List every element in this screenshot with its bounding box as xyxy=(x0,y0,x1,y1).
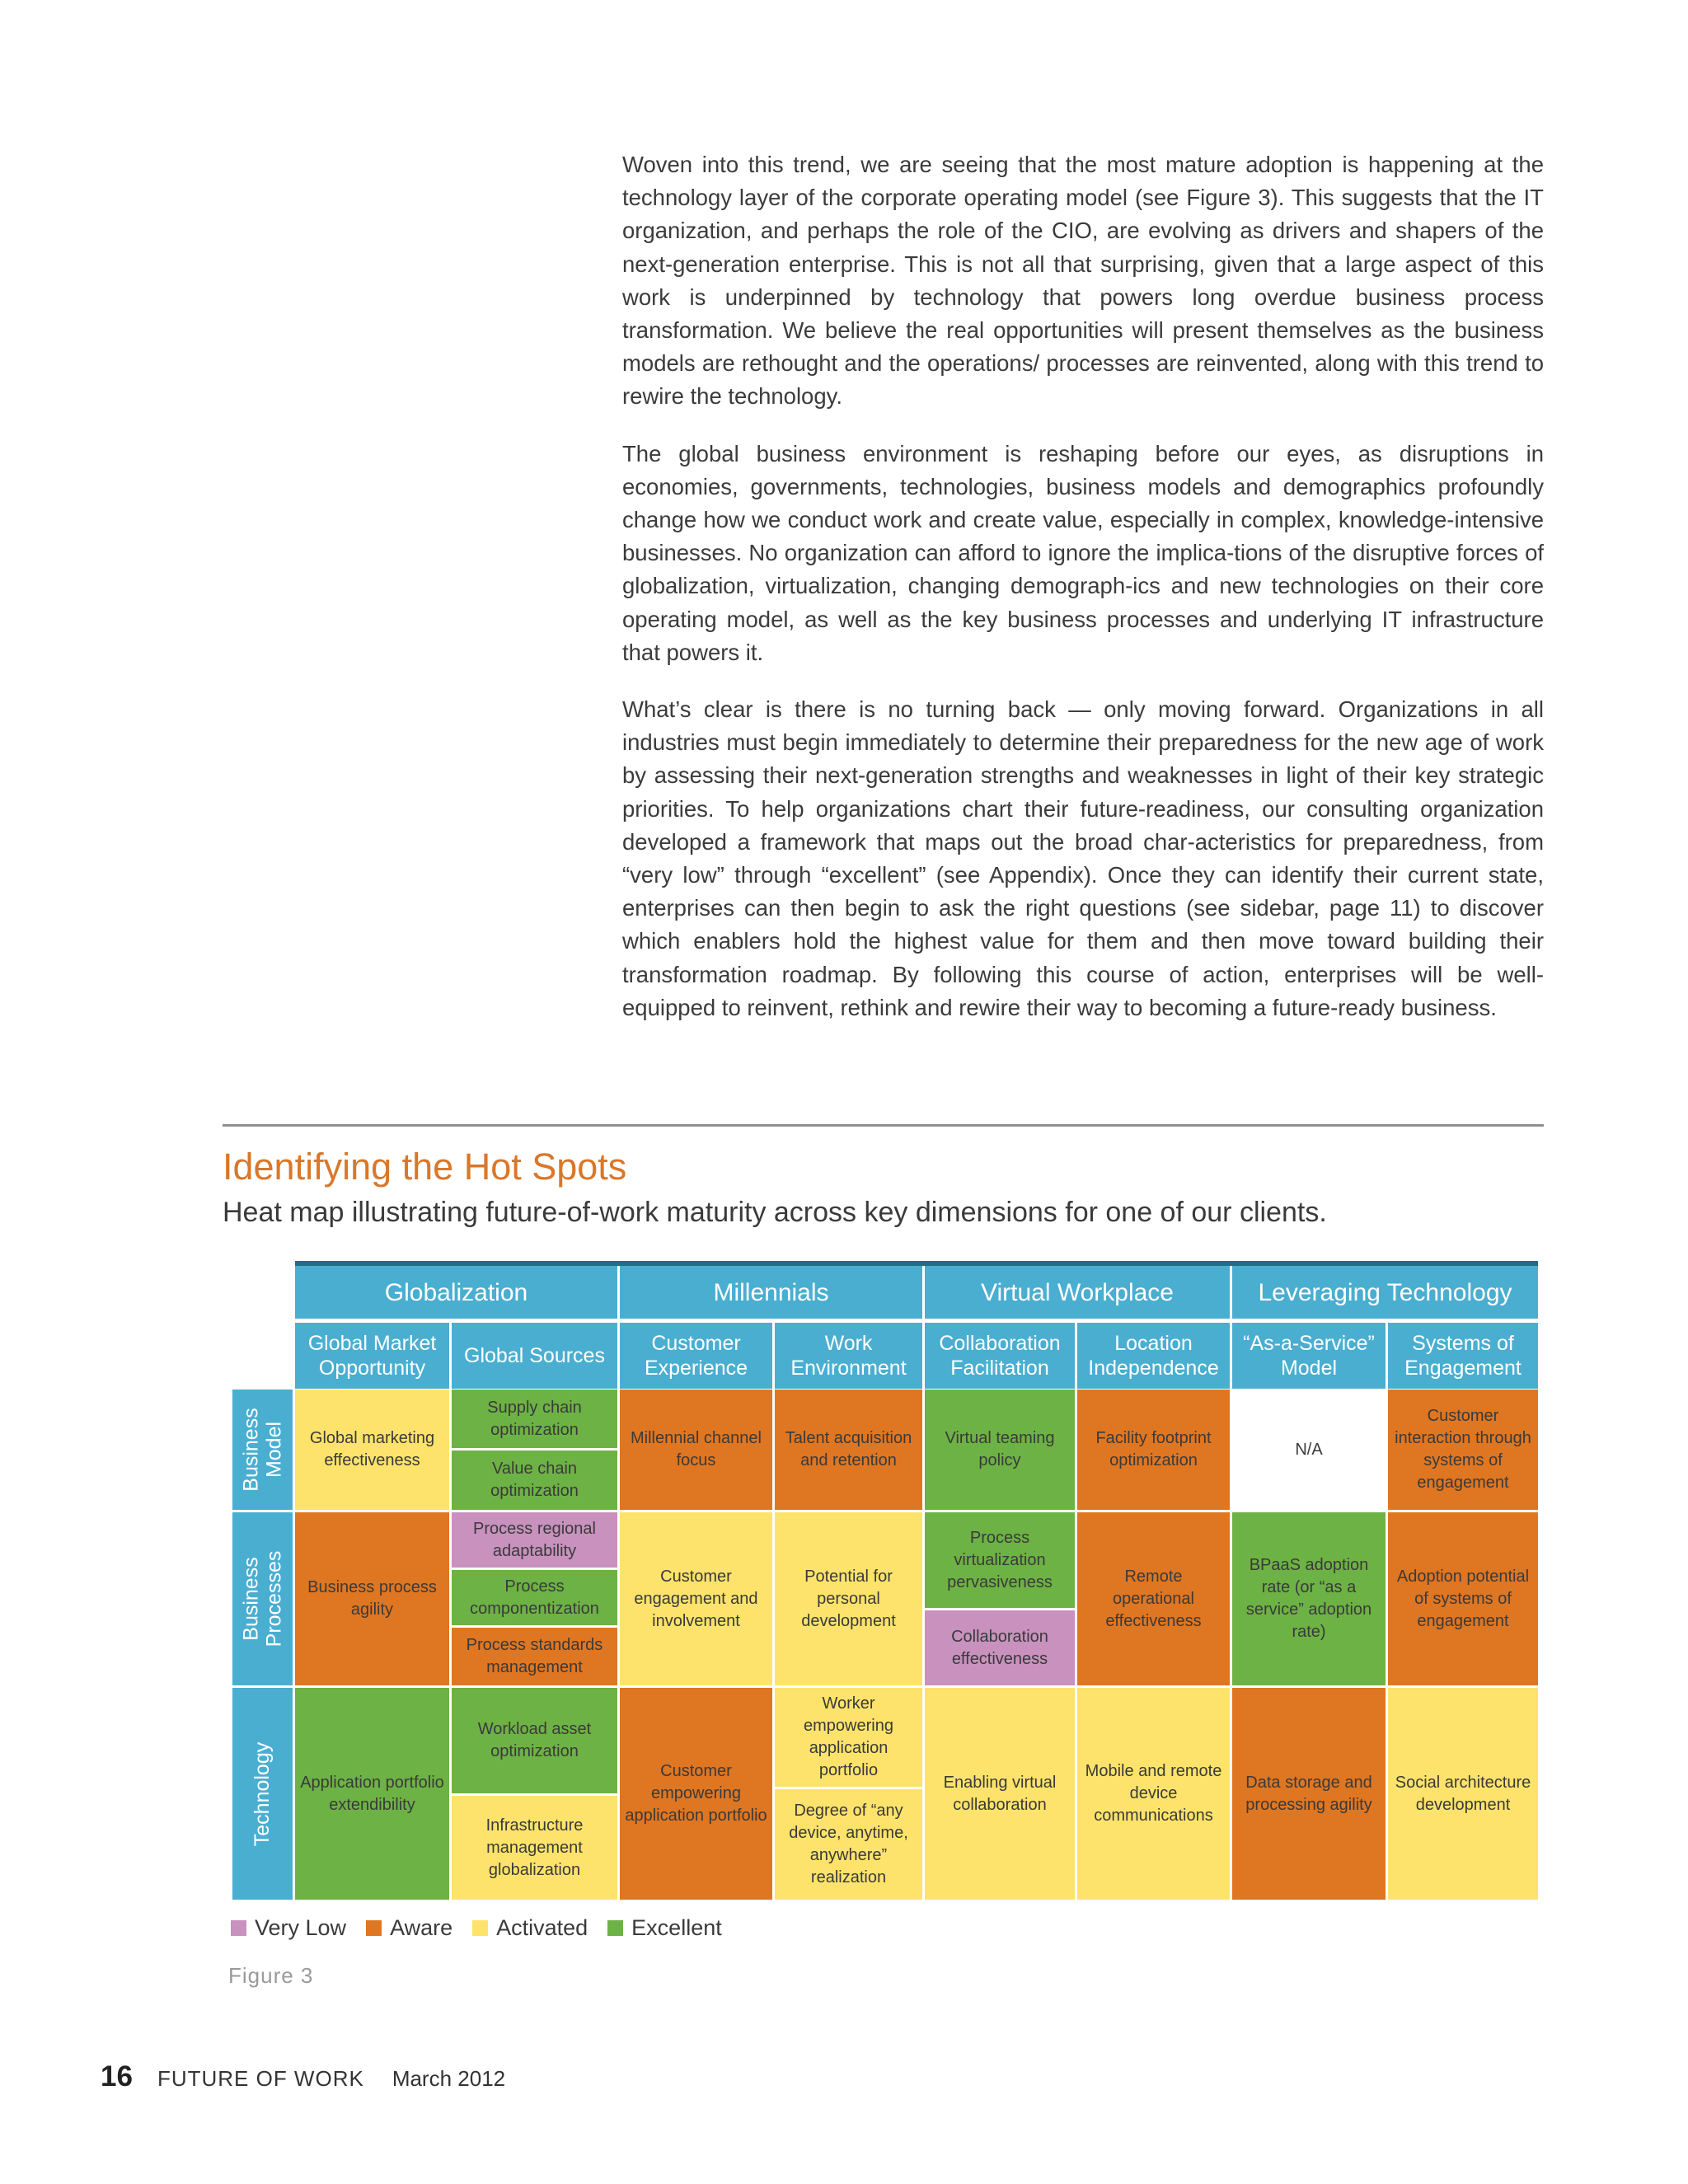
heat-cell: Infrastructure management globalization xyxy=(452,1796,617,1900)
section-divider xyxy=(223,1124,1544,1127)
heat-cell: Customer interaction through systems of engagement xyxy=(1388,1390,1538,1510)
paragraph: The global business environment is reshaping before our eyes, as disruptions in economies, governments, technologies, business models and demographics profoundly change how we conduct work and create value, especially in complex, knowledge-intensive businesses. No organization can afford to ignore the implica-tions of the disruptive forces of globalization, virtualization, changing demograph-ics and new technologies on their core operating model, as well as the key business processes and underlying IT infrastructure that powers it. xyxy=(622,440,1544,665)
subheader-global-market-opportunity: Global Market Opportunity xyxy=(295,1323,449,1389)
heat-cell: Mobile and remote device communications xyxy=(1077,1688,1230,1900)
heat-cell: Talent acquisition and retention xyxy=(775,1390,922,1510)
legend-label: Aware xyxy=(390,1915,453,1940)
heat-cell: Collaboration effectiveness xyxy=(925,1610,1075,1685)
category-header-leveraging-technology: Leveraging Technology xyxy=(1232,1266,1538,1319)
heat-cell: Workload asset optimization xyxy=(452,1688,617,1793)
publication-name: FUTURE OF WORK xyxy=(157,2066,364,2091)
heat-cell: Data storage and processing agility xyxy=(1232,1688,1386,1900)
subheader-as-a-service-model: “As-a-Service” Model xyxy=(1232,1323,1386,1389)
row-header-business-processes: Business Processes xyxy=(232,1512,293,1685)
paragraph: What’s clear is there is no turning back — only moving forward. Organizations in all industries must begin immediately to determine their preparedness for the new age of work by assessing their next-generation strengths and weaknesses in light of their key strategic priorities. To help organizations chart their future-readiness, our consulting organization developed a framework that maps out the broad char-acteristics for preparedness, from “very low” through “excellent” (see Appendix). Once they can identify their current state, enterprises can then begin to ask the right questions (see sidebar, page 11) to discover which enablers hold the highest value for them and then move toward building their transformation roadmap. By following this course of action, enterprises will be well-equipped to reinvent, rethink and rewire their way to becoming a future-ready business. xyxy=(622,696,1544,1020)
heat-cell: Facility footprint optimization xyxy=(1077,1390,1230,1510)
subheader-collaboration-facilitation: Collaboration Facilitation xyxy=(925,1323,1075,1389)
heat-cell: Business process agility xyxy=(295,1512,449,1685)
heat-cell: Worker empowering application portfolio xyxy=(775,1688,922,1787)
heat-cell: Degree of “any device, anytime, anywhere” realization xyxy=(775,1789,922,1900)
figure-subtitle: Heat map illustrating future-of-work maturity across key dimensions for one of our clients. xyxy=(223,1197,1327,1228)
heat-cell: Customer empowering application portfolio xyxy=(620,1688,772,1900)
legend-item xyxy=(472,1915,588,1941)
legend-item xyxy=(366,1915,452,1941)
heat-cell: Potential for personal development xyxy=(775,1512,922,1685)
figure-caption: Figure 3 xyxy=(228,1963,314,1988)
legend-swatch xyxy=(366,1920,382,1936)
subheader-work-environment: Work Environment xyxy=(775,1323,922,1389)
heat-cell: Process virtualization pervasiveness xyxy=(925,1512,1075,1608)
legend-label: Activated xyxy=(496,1915,588,1940)
page-number: 16 xyxy=(101,2060,133,2093)
heat-cell-na: N/A xyxy=(1232,1390,1386,1510)
legend-swatch xyxy=(472,1920,488,1936)
heat-cell: Adoption potential of systems of engagement xyxy=(1388,1512,1538,1685)
subheader-global-sources: Global Sources xyxy=(452,1323,617,1389)
heat-cell: Process componentization xyxy=(452,1570,617,1625)
heat-cell: Remote operational effectiveness xyxy=(1077,1512,1230,1685)
heat-cell: Enabling virtual collaboration xyxy=(925,1688,1075,1900)
legend-item xyxy=(231,1915,346,1941)
body-text xyxy=(622,148,1544,1048)
category-header-globalization: Globalization xyxy=(295,1266,617,1319)
paragraph: Woven into this trend, we are seeing that the most mature adoption is happening at the technology layer of the corporate operating model (see Figure 3). This suggests that the IT organization, and perhaps the role of the CIO, are evolving as drivers and shapers of the next-generation enterprise. This is not all that surprising, given that a large aspect of this work is underpinned by technology that powers long overdue business process transformation. We believe the real opportunities will present themselves as the business models are rethought and the operations/ processes are reinvented, along with this trend to rewire the technology. xyxy=(622,152,1544,410)
publication-date: March 2012 xyxy=(392,2066,506,2091)
legend-label: Very Low xyxy=(255,1915,347,1940)
legend-swatch xyxy=(231,1920,246,1936)
page-footer xyxy=(101,2060,505,2093)
heat-cell: Millennial channel focus xyxy=(620,1390,772,1510)
subheader-systems-of-engagement: Systems of Engagement xyxy=(1388,1323,1538,1389)
heat-cell: Supply chain optimization xyxy=(452,1390,617,1448)
legend-label: Excellent xyxy=(631,1915,722,1940)
heat-cell: Social architecture development xyxy=(1388,1688,1538,1900)
legend xyxy=(231,1915,742,1941)
figure-title: Identifying the Hot Spots xyxy=(223,1146,627,1188)
category-header-virtual-workplace: Virtual Workplace xyxy=(925,1266,1230,1319)
heat-cell: Value chain optimization xyxy=(452,1451,617,1510)
subheader-customer-experience: Customer Experience xyxy=(620,1323,772,1389)
legend-swatch xyxy=(607,1920,623,1936)
row-header-business-model: Business Model xyxy=(232,1390,293,1510)
heat-cell: Customer engagement and involvement xyxy=(620,1512,772,1685)
category-header-millennials: Millennials xyxy=(620,1266,922,1319)
heat-cell: Global marketing effectiveness xyxy=(295,1390,449,1510)
subheader-location-independence: Location Independence xyxy=(1077,1323,1230,1389)
heat-cell: Application portfolio extendibility xyxy=(295,1688,449,1900)
row-header-technology: Technology xyxy=(232,1688,293,1900)
heat-cell: BPaaS adoption rate (or “as a service” adoption rate) xyxy=(1232,1512,1386,1685)
heat-cell: Process regional adaptability xyxy=(452,1512,617,1568)
heat-cell: Virtual teaming policy xyxy=(925,1390,1075,1510)
heat-cell: Process standards management xyxy=(452,1628,617,1685)
legend-item xyxy=(607,1915,722,1941)
